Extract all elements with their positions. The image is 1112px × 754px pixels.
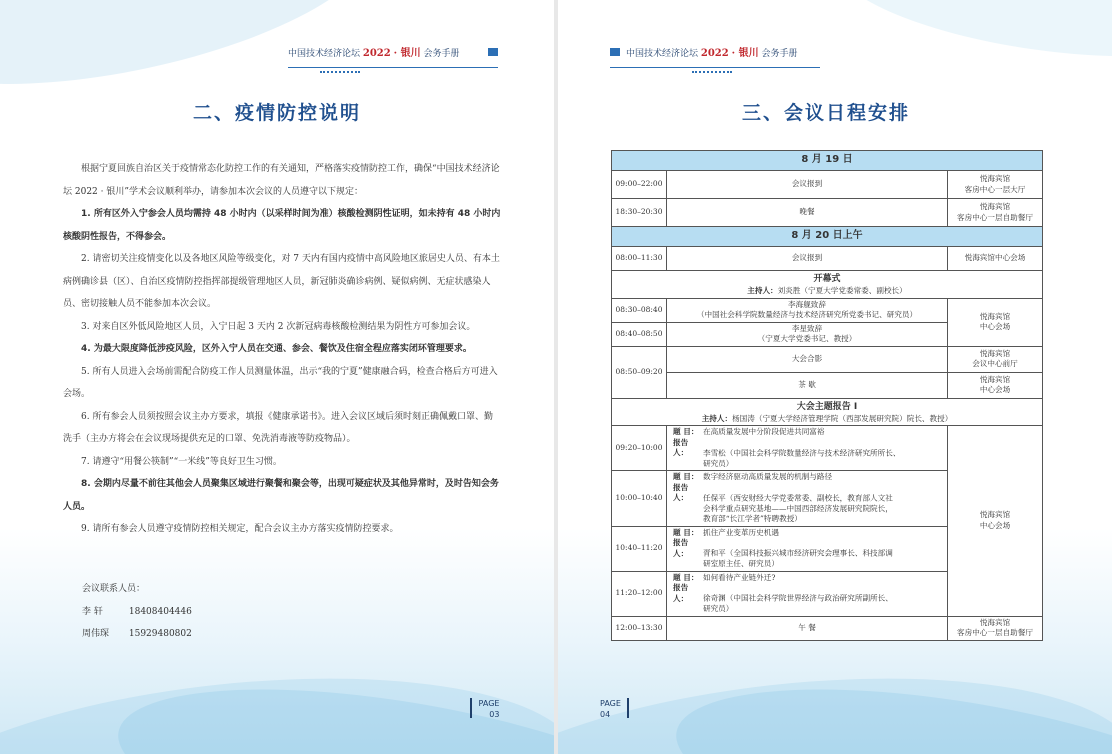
- rule-paragraph: 1. 所有区外入宁参会人员均需持 48 小时内（以采样时间为准）核酸检测阴性证明，如未持有 48 小时内核酸阴性报告，不得参会。: [63, 209, 501, 242]
- venue-line: 客房中心一层自助餐厅: [957, 212, 1033, 222]
- report-topic: 在高质量发展中分阶段促进共同富裕: [703, 427, 825, 436]
- day-header: [612, 227, 1043, 247]
- page-number-value: 04: [600, 710, 611, 719]
- running-header: [610, 44, 820, 64]
- header-dots: [320, 71, 360, 73]
- day-header-cell: 8 月 19 日: [612, 151, 1043, 171]
- header-year: 2022: [700, 48, 729, 59]
- section-header-cell: [612, 271, 1043, 299]
- venue-cell: [948, 346, 1043, 372]
- section-host: [615, 414, 1039, 425]
- reporter-line: 会科学重点研究基地——中国西部经济发展研究院院长，: [703, 503, 893, 513]
- venue-line: 中心会场: [979, 520, 1011, 530]
- table-row: [612, 298, 1043, 322]
- report-cell: [667, 426, 948, 471]
- book-icon: [488, 48, 498, 56]
- table-row: [612, 346, 1043, 372]
- time-cell: 08:40–08:50: [612, 322, 667, 346]
- venue-cell: [948, 616, 1043, 640]
- contact-phone: 15929480802: [128, 629, 192, 639]
- contacts-block: [82, 578, 192, 646]
- rule-paragraph: 3. 对来自区外低风险地区人员，入宁日起 3 天内 2 次新冠病毒核酸检测结果为阴性方可参加会议。: [81, 321, 476, 332]
- header-prefix: 中国技术经济论坛: [288, 49, 361, 59]
- header-prefix: 中国技术经济论坛: [626, 49, 699, 59]
- right-page: [558, 0, 1112, 754]
- speech-title: 李星致辞: [791, 323, 823, 333]
- table-row: [612, 247, 1043, 271]
- topic-label: 题 目：: [673, 527, 699, 537]
- venue-line: 悦海宾馆: [979, 617, 1011, 627]
- report-cell: [667, 571, 948, 616]
- rule-paragraph: 7. 请遵守“用餐公筷制”“一米线”等良好卫生习惯。: [81, 456, 282, 467]
- event-cell: [667, 322, 948, 346]
- page-title: 三、会议日程安排: [742, 102, 911, 124]
- running-header: [288, 44, 498, 64]
- table-row: [612, 372, 1043, 398]
- header-suffix: 会务手册: [423, 49, 460, 59]
- time-cell: 12:00–13:30: [612, 616, 667, 640]
- time-cell: 08:30–08:40: [612, 298, 667, 322]
- venue-line: 中心会场: [979, 322, 1011, 331]
- report-cell: [667, 471, 948, 527]
- section-header: [612, 398, 1043, 426]
- host-label: 主持人：: [701, 413, 733, 423]
- venue-line: 悦海宾馆: [979, 174, 1011, 183]
- venue-line: 悦海宾馆: [979, 202, 1011, 211]
- decorative-wave: [826, 0, 1112, 79]
- venue-cell: 悦海宾馆中心会场: [948, 247, 1043, 271]
- rule-paragraph: 2. 请密切关注疫情变化以及各地区风险等级变化，对 7 天内有国内疫情中高风险地区旅居史人员、有本土病例确诊县（区）、自治区疫情防控指挥部提级管理地区人员，新冠肺炎确诊病例、疑似病例、无症状感染人员、密切接触人员不能参加本次会议。: [63, 254, 500, 309]
- time-cell: 11:20–12:00: [612, 571, 667, 616]
- header-dots: [692, 71, 732, 73]
- report-cell: [667, 526, 948, 571]
- contact-name: 周伟琛: [82, 629, 110, 639]
- speech-detail: （中国社会科学院数量经济与技术经济研究所党委书记、研究员）: [696, 310, 918, 319]
- time-cell: 10:00–10:40: [612, 471, 667, 527]
- day-header-cell: 8 月 20 日上午: [612, 227, 1043, 247]
- reporter-label: 报告人：: [673, 482, 689, 502]
- venue-line: 客房中心一层大厅: [964, 184, 1026, 194]
- header-rule: [288, 67, 498, 68]
- event-cell: 大会合影: [667, 346, 948, 372]
- schedule-table: [611, 150, 1043, 641]
- rule-paragraph: 8. 会期内尽量不前往其他会人员聚集区域进行聚餐和聚会等，出现可疑症状及其他异常时，及时告知会务人员。: [63, 479, 499, 512]
- venue-line: 客房中心一层自助餐厅: [957, 628, 1033, 637]
- speech-title: 李海舰致辞: [788, 299, 826, 309]
- reporter-line: 研室原主任、研究员）: [703, 559, 779, 568]
- venue-line: 悦海宾馆: [979, 311, 1011, 321]
- event-cell: 会议报到: [667, 171, 948, 199]
- header-rule: [610, 67, 820, 68]
- event-cell: 晚餐: [667, 199, 948, 227]
- contact-row: [82, 601, 192, 624]
- page-title: 二、疫情防控说明: [193, 102, 362, 124]
- time-cell: 10:40–11:20: [612, 526, 667, 571]
- venue-cell: [948, 426, 1043, 617]
- time-cell: 08:50–09:20: [612, 346, 667, 398]
- page-number-rule: [627, 698, 629, 718]
- contacts-label: 会议联系人员：: [82, 584, 146, 594]
- reporter-line: 教育部“长江学者”特聘教授）: [703, 514, 802, 523]
- event-cell: [667, 298, 948, 322]
- topic-label: 题 目：: [673, 572, 699, 582]
- time-cell: 08:00–11:30: [612, 247, 667, 271]
- reporter-label: 报告人：: [673, 437, 689, 457]
- contact-phone: 18408404446: [128, 606, 192, 617]
- page-number: [600, 698, 629, 720]
- table-row: [612, 199, 1043, 227]
- header-year: 2022: [362, 48, 391, 59]
- section-title: 开幕式: [813, 274, 841, 284]
- table-row: [612, 616, 1043, 640]
- report-topic: 抓住产业变革历史机遇: [703, 527, 779, 537]
- rule-paragraph: 6. 所有参会人员须按照会议主办方要求，填报《健康承诺书》。进入会议区域后须时刻正确佩戴口罩、勤洗手（主办方将会在会议现场提供充足的口罩、免洗消毒液等防疫物品）。: [63, 411, 493, 444]
- time-cell: 09:20–10:00: [612, 426, 667, 471]
- section-header-cell: [612, 398, 1043, 426]
- reporter-line: 徐奇渊（中国社会科学院世界经济与政治研究所副所长、: [703, 593, 893, 603]
- venue-cell: [948, 199, 1043, 227]
- topic-label: 题 目：: [673, 427, 699, 436]
- speech-detail: （宁夏大学党委书记、教授）: [757, 334, 857, 343]
- venue-line: 悦海宾馆: [979, 510, 1011, 520]
- day-header: [612, 151, 1043, 171]
- header-suffix: 会务手册: [761, 49, 798, 59]
- report-topic: 如何看待产业链外迁?: [703, 572, 776, 582]
- venue-line: 会议中心前厅: [972, 359, 1018, 368]
- reporter-line: 任保平（西安财经大学党委常委、副校长，教育部人文社: [703, 493, 893, 502]
- page-number-rule: [470, 698, 472, 718]
- table-row: [612, 171, 1043, 199]
- left-page: [0, 0, 554, 754]
- rule-paragraph: 4. 为最大限度降低涉疫风险，区外入宁人员在交通、参会、餐饮及住宿全程应落实闭环管理要求。: [81, 344, 472, 354]
- book-icon: [610, 48, 620, 56]
- reporter-line: 李雪松（中国社会科学院数量经济与技术经济研究所所长、: [703, 448, 901, 457]
- time-cell: 18:30–20:30: [612, 199, 667, 227]
- section-title: 大会主题报告 I: [796, 401, 858, 412]
- venue-cell: [948, 171, 1043, 199]
- venue-line: 悦海宾馆: [979, 374, 1011, 384]
- venue-cell: [948, 372, 1043, 398]
- host-name: 杨国涛（宁夏大学经济管理学院（西部发展研究院）院长、教授）: [732, 413, 953, 423]
- prevention-rules: [63, 158, 501, 541]
- contact-row: [82, 623, 192, 646]
- topic-label: 题 目：: [673, 472, 699, 481]
- header-city: · 银川: [731, 48, 759, 59]
- page-label: PAGE: [478, 699, 500, 708]
- event-cell: 午 餐: [667, 616, 948, 640]
- venue-cell: [948, 298, 1043, 346]
- reporter-label: 报告人：: [673, 538, 689, 558]
- time-cell: 09:00–22:00: [612, 171, 667, 199]
- rule-paragraph: 9. 请所有参会人员遵守疫情防控相关规定，配合会议主办方落实疫情防控要求。: [81, 524, 399, 534]
- page-number-value: 03: [489, 710, 500, 719]
- reporter-line: 胥和平（全国科技振兴城市经济研究会理事长、科技部调: [703, 548, 893, 558]
- host-label: 主持人：: [747, 286, 778, 295]
- venue-line: 悦海宾馆: [979, 348, 1011, 358]
- rule-paragraph: 根据宁夏回族自治区关于疫情常态化防控工作的有关通知，严格落实疫情防控工作，确保“中国技术经济论坛 2022 · 银川”学术会议顺利举办，请参加本次会议的人员遵守以下规定：: [63, 164, 500, 197]
- table-row: [612, 426, 1043, 471]
- rule-paragraph: 5. 所有人员进入会场前需配合防疫工作人员测量体温，出示“我的宁夏”健康融合码，检查合格后方可进入会场。: [63, 366, 498, 399]
- report-topic: 数字经济驱动高质量发展的机制与路径: [703, 472, 833, 481]
- event-cell: 茶 歇: [667, 372, 948, 398]
- venue-line: 中心会场: [979, 385, 1011, 394]
- reporter-line: 研究员）: [703, 604, 734, 613]
- contact-name: 李 轩: [82, 606, 103, 617]
- page-number: [470, 698, 499, 720]
- page-label: PAGE: [600, 699, 621, 708]
- reporter-label: 报告人：: [673, 583, 689, 603]
- host-name: 刘炎胜（宁夏大学党委常委、副校长）: [777, 286, 907, 295]
- section-header: [612, 271, 1043, 299]
- reporter-line: 研究员）: [703, 458, 734, 468]
- section-host: [615, 286, 1039, 297]
- header-city: · 银川: [393, 48, 421, 59]
- event-cell: 会议报到: [667, 247, 948, 271]
